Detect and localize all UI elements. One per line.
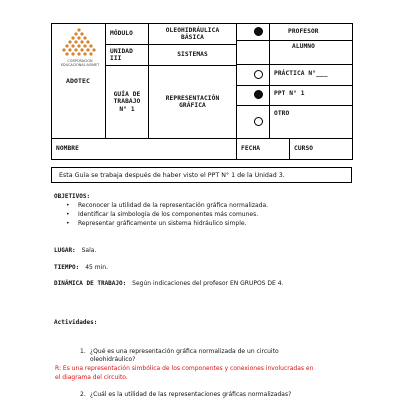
question-1-cont: oleohidráulico? <box>90 356 136 363</box>
question-1: ¿Qué es una representación gráfica normalizada de un circuito <box>90 348 279 355</box>
practica-label: PRÁCTICA N°___ <box>274 69 328 77</box>
dinamica-label: DINÁMICA DE TRABAJO: <box>54 280 127 287</box>
unidad-value: SISTEMAS <box>177 51 208 59</box>
org-name: ADOTEC <box>65 77 91 86</box>
otro-radio[interactable] <box>254 117 263 126</box>
lugar-value: Sala. <box>81 247 97 254</box>
unidad-label: UNIDAD III <box>110 47 133 62</box>
objetivo-item: Representar gráficamente un sistema hidráulico simple. <box>78 220 247 227</box>
tiempo-value: 45 min. <box>85 264 108 271</box>
lugar-label: LUGAR: <box>54 247 76 254</box>
guia-label: GUÍA DE TRABAJO N° 1 <box>113 90 141 113</box>
modulo-value: OLEOHIDRÁULICA BÁSICA <box>165 26 220 41</box>
bullet-icon: • <box>66 220 70 227</box>
question-2: ¿Cuál es la utilidad de las representaciones gráficas normalizadas? <box>90 391 292 398</box>
answer-1-cont: el diagrama del circuito. <box>55 374 128 381</box>
question-number: 1. <box>80 348 86 355</box>
dinamica-line <box>54 280 283 288</box>
lugar-line <box>54 247 96 255</box>
objetivo-item: Identificar la simbología de los componentes más comunes. <box>78 211 259 218</box>
tiempo-label: TIEMPO: <box>54 264 80 271</box>
bullet-icon: • <box>66 211 70 218</box>
question-number: 2. <box>80 391 86 398</box>
practica-radio[interactable] <box>254 70 263 79</box>
answer-1: R: Es una representación simbólica de los componentes y conexiones involucradas en <box>55 365 314 372</box>
curso-label: CURSO <box>294 145 314 153</box>
logo-caption: CORPORACION EDUCACIONAL ASIMET <box>60 59 100 67</box>
ppt-label: PPT N° 1 <box>274 90 305 98</box>
nombre-label: NOMBRE <box>56 145 79 153</box>
objetivo-item: Reconocer la utilidad de la representación gráfica normalizada. <box>78 202 269 209</box>
bullet-icon: • <box>66 202 70 209</box>
actividades-title: Actividades: <box>54 319 98 326</box>
alumno-label: ALUMNO <box>292 43 315 51</box>
otro-label: OTRO <box>274 110 290 118</box>
objetivos-title: OBJETIVOS: <box>54 193 91 200</box>
instruction-note: Esta Guía se trabaja después de haber visto el PPT N° 1 de la Unidad 3. <box>51 167 352 183</box>
nombre-field[interactable] <box>172 139 236 159</box>
fecha-label: FECHA <box>241 145 261 153</box>
divider <box>236 64 353 65</box>
profesor-label: PROFESOR <box>288 28 319 36</box>
dinamica-value: Según indicaciones del profesor EN GRUPOS DE 4. <box>132 280 284 287</box>
tiempo-line <box>54 264 108 272</box>
profesor-radio[interactable] <box>254 27 263 36</box>
guia-value: REPRESENTACIÓN GRÁFICA <box>165 94 220 109</box>
ppt-radio[interactable] <box>254 90 263 99</box>
modulo-label: MÓDULO <box>110 30 133 38</box>
